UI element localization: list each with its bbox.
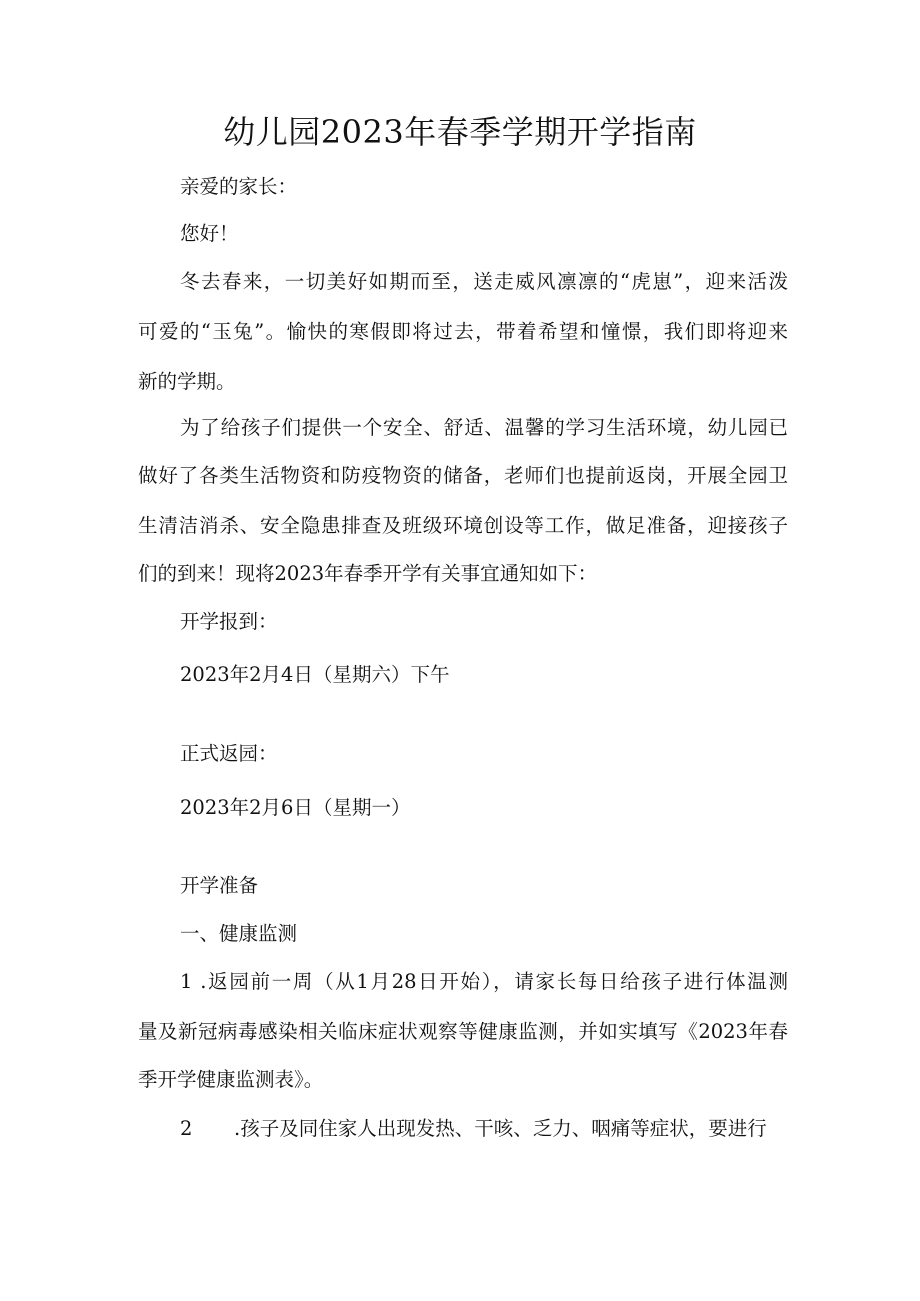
- para2-line2: 做好了各类生活物资和防疫物资的储备，老师们也提前返岗，开展全园卫: [138, 464, 788, 487]
- para2-line4: 们的到来！现将2023年春季开学有关事宜通知如下：: [138, 562, 598, 585]
- return-date: 2023年2月6日（星期一）: [180, 796, 411, 819]
- return-label: 正式返园：: [180, 742, 278, 765]
- hello: 您好！: [180, 222, 239, 245]
- item2-text: .孩子及同住家人出现发热、干咳、乏力、咽痛等症状，要进行: [234, 1117, 767, 1140]
- greeting: 亲爱的家长：: [180, 175, 298, 198]
- para2-line1: 为了给孩子们提供一个安全、舒适、温馨的学习生活环境，幼儿园已: [180, 416, 788, 439]
- preparation-heading: 开学准备: [180, 874, 259, 897]
- registration-date: 2023年2月4日（星期六）下午: [180, 663, 450, 686]
- item1-line2: 量及新冠病毒感染相关临床症状观察等健康监测，并如实填写《2023年春: [138, 1020, 788, 1043]
- item2-number: 2: [180, 1117, 193, 1140]
- para1-line3: 新的学期。: [138, 370, 236, 393]
- para1-line2: 可爱的“玉兔”。愉快的寒假即将过去，带着希望和憧憬，我们即将迎来: [138, 320, 788, 343]
- document-title: 幼儿园2023年春季学期开学指南: [223, 113, 697, 151]
- item1-line1: 1 .返园前一周（从1月28日开始），请家长每日给孩子进行体温测: [180, 970, 788, 993]
- para2-line3: 生清洁消杀、安全隐患排查及班级环境创设等工作，做足准备，迎接孩子: [138, 514, 788, 537]
- section-health-monitoring: 一、健康监测: [180, 922, 298, 945]
- item1-line3: 季开学健康监测表》。: [138, 1068, 324, 1091]
- registration-label: 开学报到：: [180, 610, 278, 633]
- para1-line1: 冬去春来，一切美好如期而至，送走威风凛凛的“虎崽”，迎来活泼: [180, 270, 788, 293]
